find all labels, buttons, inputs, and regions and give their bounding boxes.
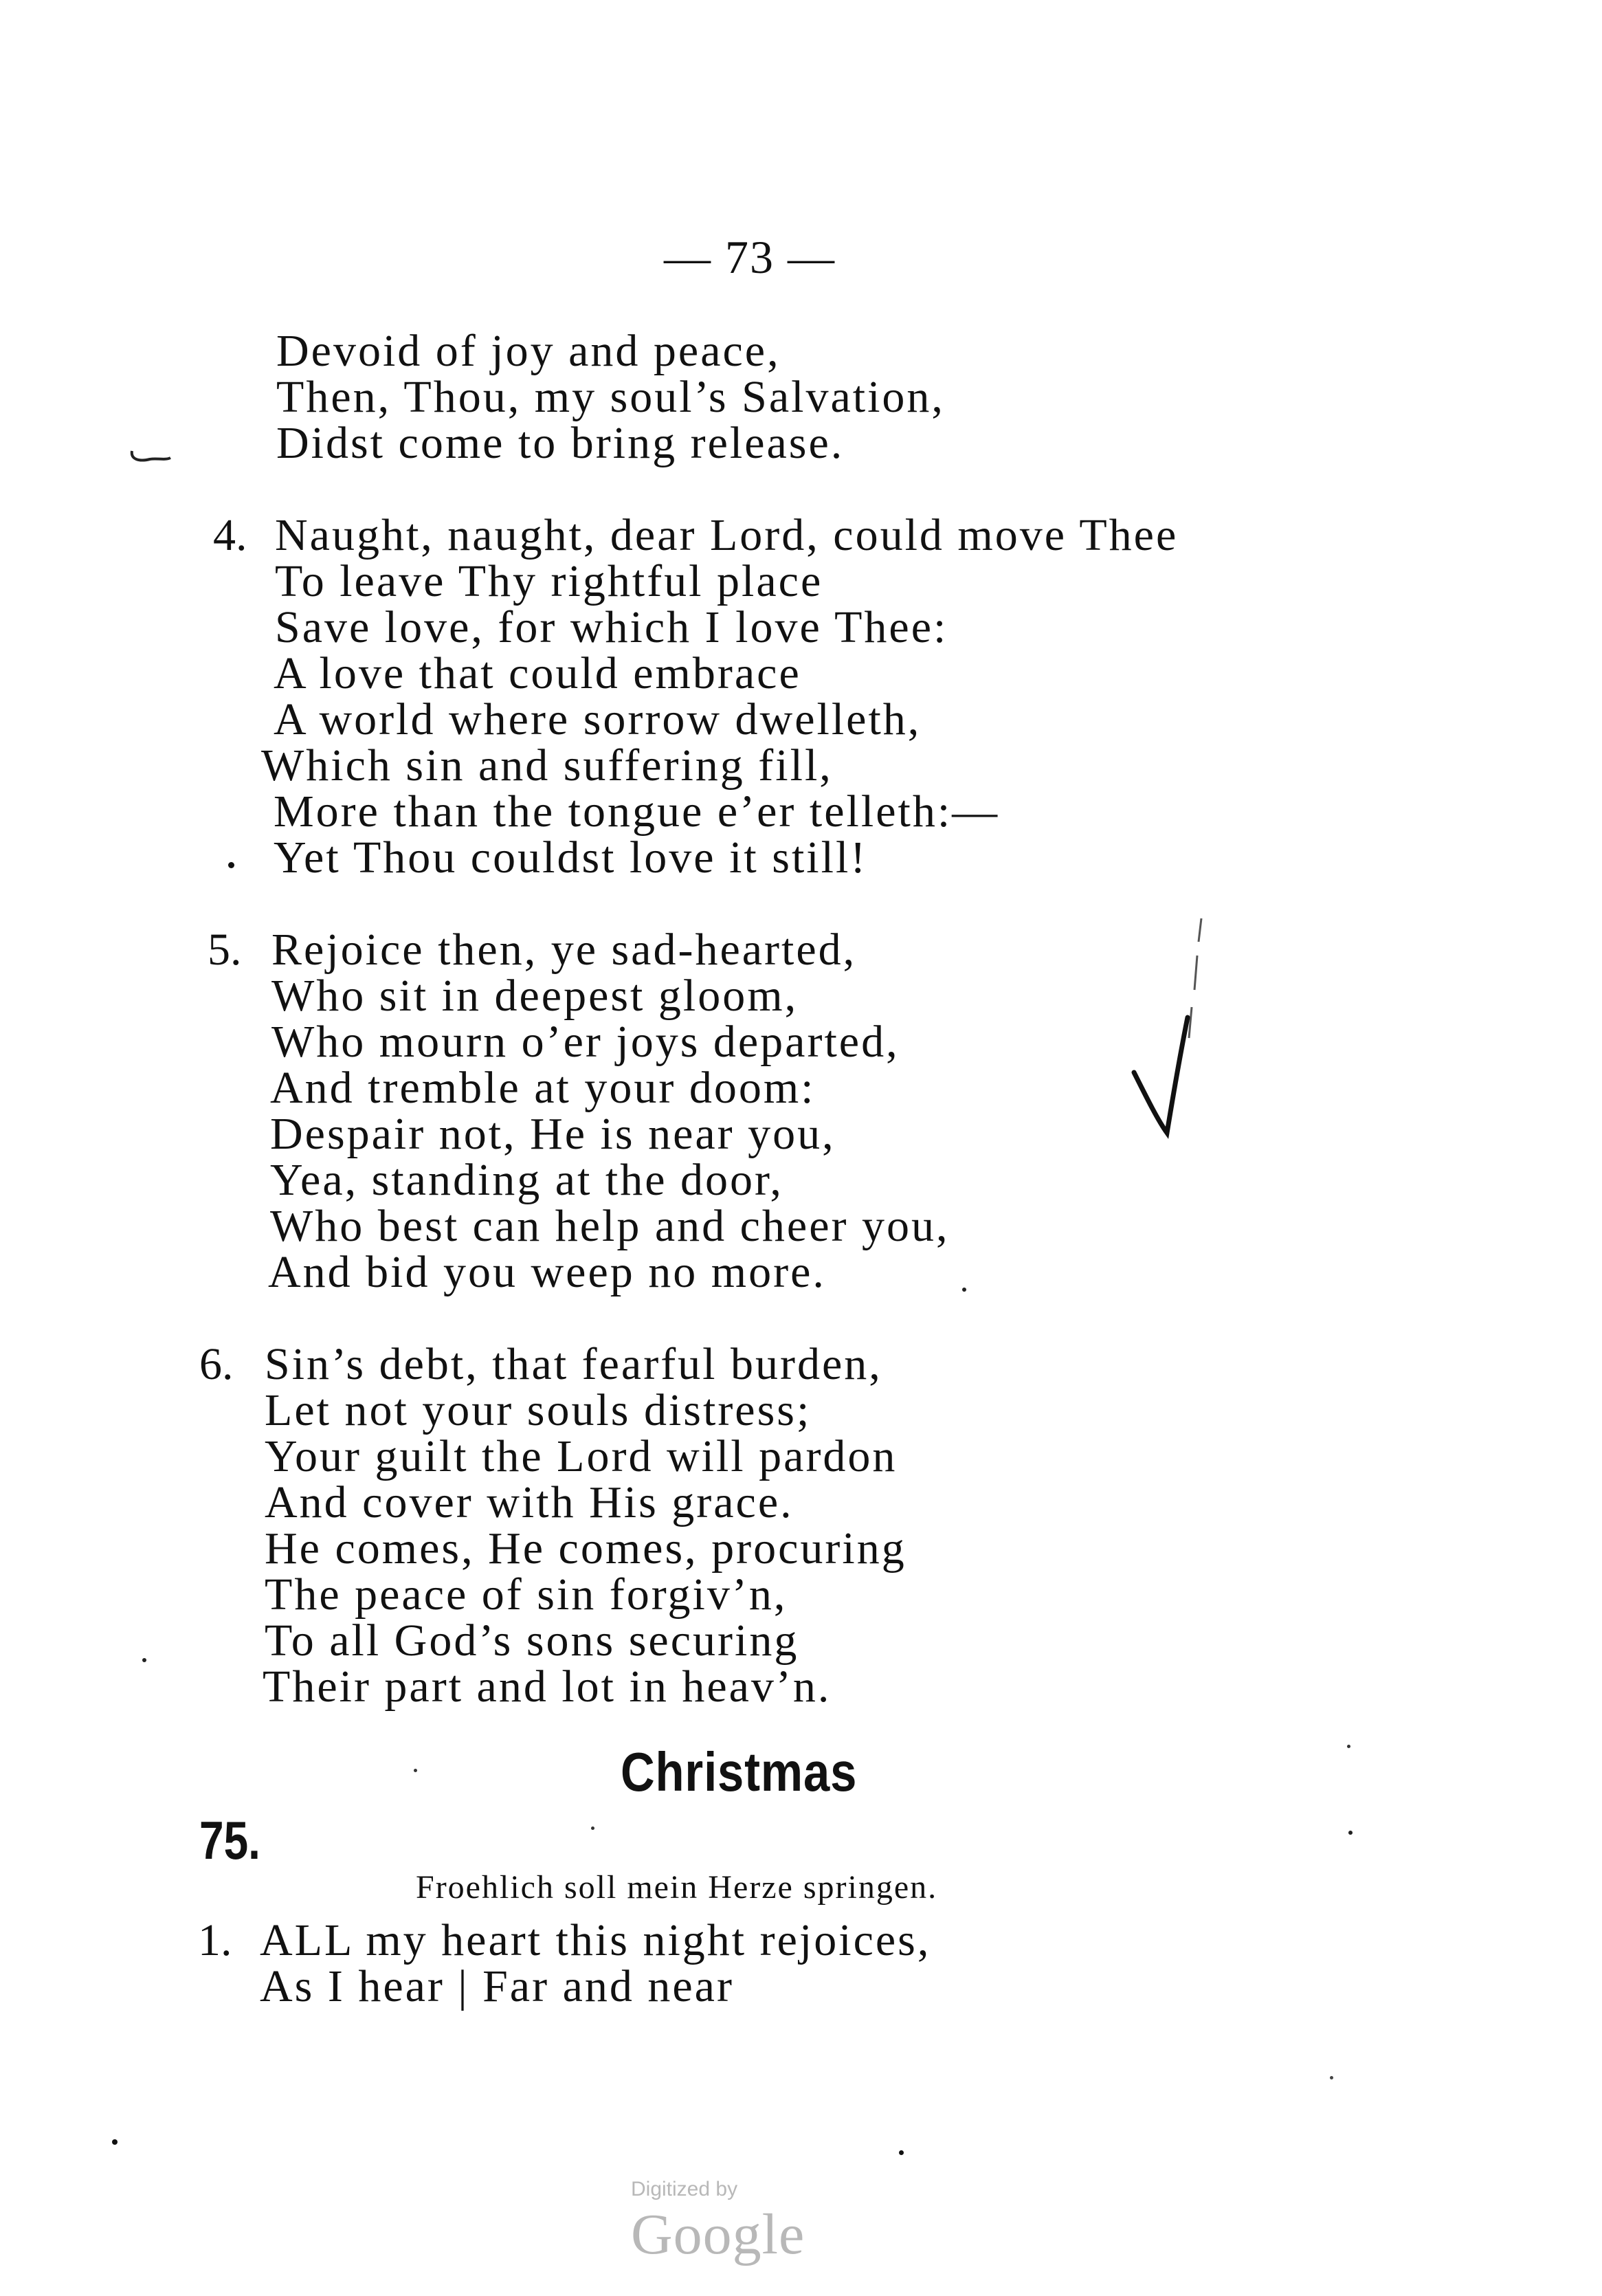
- dot-mark: [1330, 2076, 1333, 2079]
- google-logo: Google: [631, 2203, 805, 2266]
- verse-line: Sin’s debt, that fearful burden,: [265, 1339, 882, 1389]
- stanza-number: 6.: [199, 1339, 234, 1389]
- verse-line: Who best can help and cheer you,: [270, 1201, 950, 1251]
- verse-line: Save love, for which I love Thee:: [275, 602, 948, 652]
- verse-line: Devoid of joy and peace,: [276, 326, 781, 376]
- verse-line: And cover with His grace.: [265, 1477, 794, 1527]
- verse-line: And bid you weep no more.: [268, 1247, 826, 1297]
- verse-line: Yet Thou couldst love it still!: [274, 832, 868, 883]
- page-number: — 73 —: [664, 231, 836, 283]
- verse-line: Your guilt the Lord will pardon: [265, 1431, 898, 1481]
- verse-line: Yea, standing at the door,: [270, 1155, 783, 1205]
- verse-line: The peace of sin forgiv’n,: [265, 1569, 788, 1620]
- verse-line: Didst come to bring release.: [276, 418, 845, 468]
- verse-line: To leave Thy rightful place: [275, 556, 823, 606]
- hymn-number: 75.: [199, 1810, 260, 1870]
- dot-mark: [962, 1288, 966, 1292]
- verse-line: A love that could embrace: [274, 648, 801, 698]
- dot-mark: [1348, 1831, 1353, 1835]
- stanza-number: 1.: [198, 1915, 232, 1965]
- verse-line: More than the tongue e’er telleth:—: [274, 786, 1000, 837]
- dot-mark: [112, 2139, 118, 2145]
- verse-line: A world where sorrow dwelleth,: [274, 694, 922, 744]
- verse-line: Their part and lot in heav’n.: [263, 1662, 832, 1712]
- verse-line: To all God’s sons securing: [265, 1615, 799, 1666]
- watermark-prefix: Digitized by: [631, 2178, 738, 2200]
- verse-line: Who sit in deepest gloom,: [271, 971, 799, 1021]
- verse-line: Rejoice then, ye sad-hearted,: [271, 925, 857, 975]
- verse-line: He comes, He comes, procuring: [265, 1523, 906, 1574]
- section-title: Christmas: [621, 1741, 858, 1802]
- margin-mark: [129, 445, 177, 466]
- verse-line: ALL my heart this night rejoices,: [260, 1915, 931, 1965]
- dot-mark: [414, 1769, 417, 1772]
- tune-name: Froehlich soll mein Herze springen.: [416, 1869, 938, 1906]
- digitized-watermark: [625, 2165, 805, 2268]
- verse-line: As I hear | Far and near: [260, 1961, 734, 2011]
- verse-line: Naught, naught, dear Lord, could move Thee: [275, 510, 1179, 560]
- verse-line: Then, Thou, my soul’s Salvation,: [276, 372, 945, 422]
- dot-mark: [591, 1826, 594, 1830]
- dot-mark: [228, 862, 234, 868]
- dot-mark: [142, 1658, 146, 1662]
- verse-line: And tremble at your doom:: [270, 1063, 816, 1113]
- verse-line: Which sin and suffering fill,: [261, 740, 833, 791]
- verse-line: Who mourn o’er joys departed,: [271, 1017, 900, 1067]
- verse-line: Let not your souls distress;: [265, 1385, 812, 1435]
- stanza-number: 4.: [213, 510, 247, 560]
- verse-line: Despair not, He is near you,: [270, 1109, 836, 1159]
- dot-mark: [1347, 1745, 1350, 1748]
- stanza-number: 5.: [208, 925, 242, 975]
- checkmark-annotation: [1120, 914, 1216, 1148]
- dot-mark: [899, 2150, 904, 2155]
